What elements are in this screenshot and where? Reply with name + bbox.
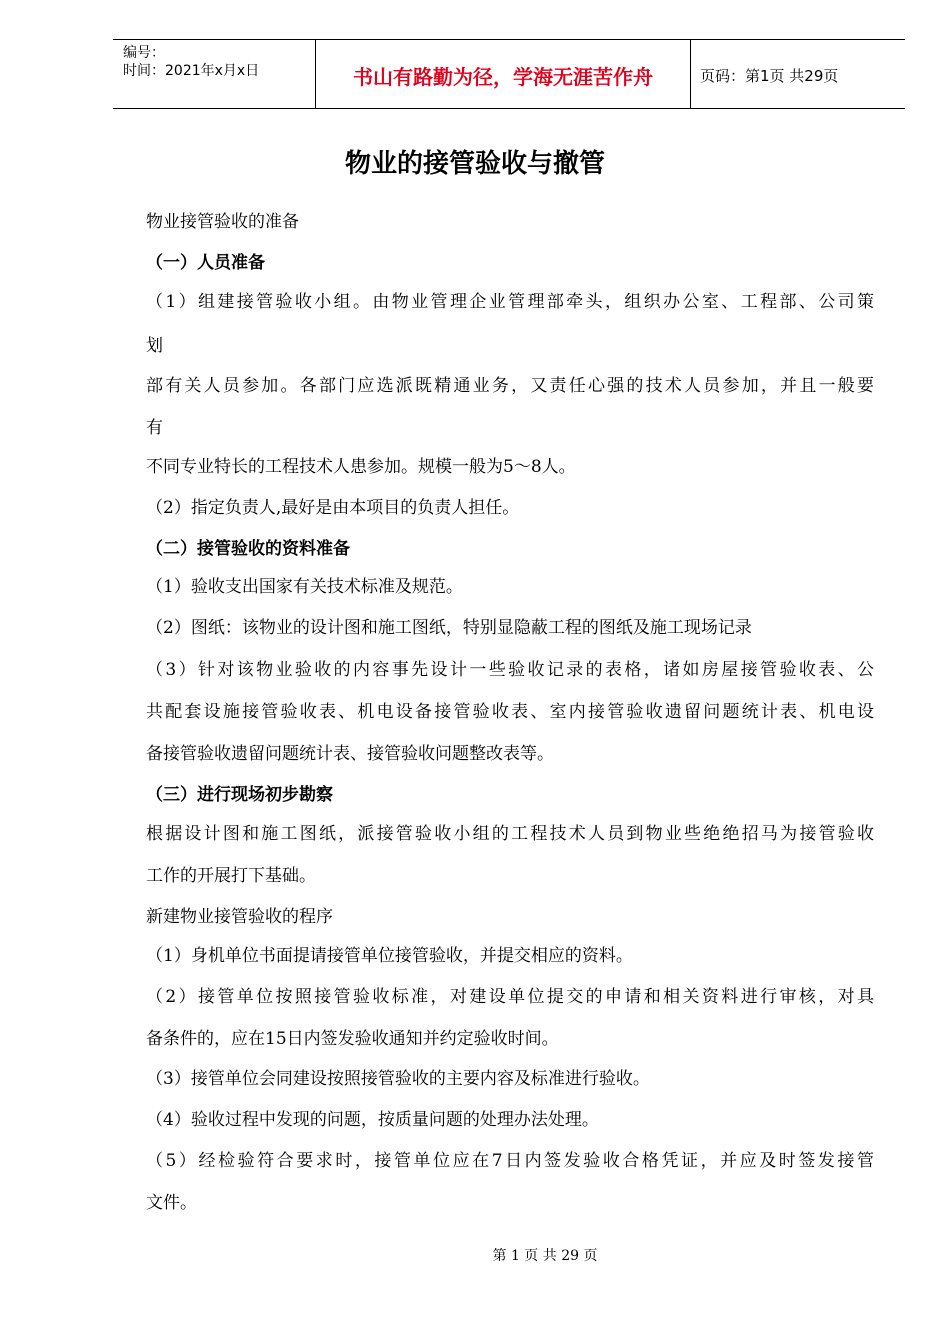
header-motto: 书山有路勤为径，学海无涯苦作舟 (353, 65, 653, 89)
paragraph-line: 有 (146, 418, 163, 438)
paragraph-line: （3）针对该物业验收的内容事先设计一些验收记录的表格，诸如房屋接管验收表、公 (146, 660, 874, 680)
subsection-heading: （三）进行现场初步勘察 (146, 785, 333, 805)
paragraph-line: （2）指定负责人,最好是由本项目的负责人担任。 (146, 498, 520, 518)
paragraph-line: （2）接管单位按照接管验收标准，对建设单位提交的申请和相关资料进行审核，对具 (146, 987, 874, 1007)
header-motto-cell (315, 40, 691, 108)
paragraph-line: 备接管验收遗留问题统计表、接管验收问题整改表等。 (146, 744, 554, 764)
paragraph-line: （2）图纸：该物业的设计图和施工图纸，特别显隐蔽工程的图纸及施工现场记录 (146, 618, 752, 638)
paragraph-line: （4）验收过程中发现的问题，按质量问题的处理办法处理。 (146, 1110, 599, 1130)
document-date-label: 时间：2021年x月x日 (123, 63, 260, 79)
paragraph-line: 划 (146, 336, 163, 356)
paragraph-line: （1）验收支出国家有关技术标准及规范。 (146, 577, 463, 597)
paragraph-line: （3）接管单位会同建设按照接管验收的主要内容及标准进行验收。 (146, 1069, 650, 1089)
header-page-cell (690, 40, 905, 108)
paragraph-line: （5）经检验符合要求时，接管单位应在7日内签发验收合格凭证，并应及时签发接管 (146, 1151, 874, 1171)
document-header-table (113, 39, 905, 109)
header-meta-cell (113, 40, 315, 108)
subsection-heading: （二）接管验收的资料准备 (146, 539, 350, 559)
document-title: 物业的接管验收与撤管 (344, 149, 605, 179)
paragraph-line: 备条件的，应在15日内签发验收通知并约定验收时间。 (146, 1029, 559, 1049)
paragraph-line: （1）组建接管验收小组。由物业管理企业管理部牵头，组织办公室、工程部、公司策 (146, 292, 874, 312)
paragraph-line: 共配套设施接管验收表、机电设备接管验收表、室内接管验收遗留问题统计表、机电设 (146, 702, 874, 722)
header-page-number: 页码：第1页 共29页 (700, 67, 839, 85)
section-heading: 新建物业接管验收的程序 (146, 907, 333, 927)
paragraph-line: 部有关人员参加。各部门应选派既精通业务，又责任心强的技术人员参加，并且一般要 (146, 376, 874, 396)
page-footer: 第 1 页 共 29 页 (492, 1248, 598, 1264)
paragraph-line: 文件。 (146, 1193, 197, 1213)
paragraph-line: （1）身机单位书面提请接管单位接管验收，并提交相应的资料。 (146, 946, 633, 966)
paragraph-line: 工作的开展打下基础。 (146, 866, 316, 886)
document-number-label: 编号： (123, 45, 165, 61)
subsection-heading: （一）人员准备 (146, 253, 265, 273)
paragraph-line: 不同专业特长的工程技术人患参加。规模一般为5～8人。 (146, 457, 576, 477)
paragraph-line: 根据设计图和施工图纸，派接管验收小组的工程技术人员到物业些绝绝招马为接管验收 (146, 824, 874, 844)
section-heading: 物业接管验收的准备 (146, 212, 299, 232)
